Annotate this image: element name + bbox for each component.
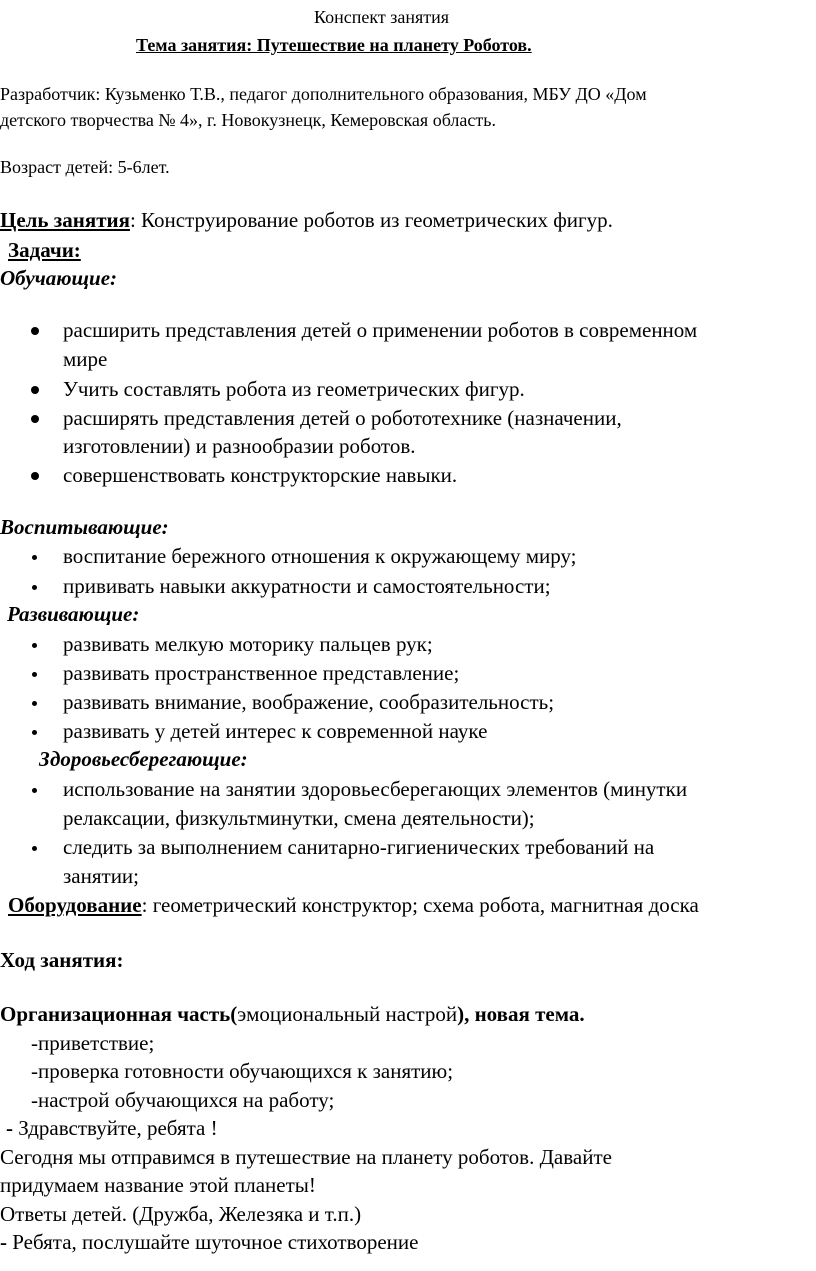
upbringing-item-1: воспитание бережного отношения к окружающему миру;: [63, 544, 577, 568]
org-part-new-topic: ), новая тема.: [457, 1002, 585, 1026]
children-answers: Ответы детей. (Дружба, Железяка и т.п.): [0, 1202, 362, 1226]
developing-item-1: развивать мелкую моторику пальцев рук;: [63, 632, 433, 656]
greeting-text: Здравствуйте, ребята !: [13, 1116, 218, 1140]
health-item-1-line-2: релаксации, физкультминутки, смена деятельности);: [63, 806, 535, 830]
health-item-2-line-2: занятии;: [63, 864, 140, 888]
goal-label: Цель занятия: [0, 208, 130, 232]
doc-type: Конспект занятия: [314, 7, 450, 27]
step-1: -приветствие;: [31, 1031, 155, 1055]
author-line-1: Разработчик: Кузьменко Т.В., педагог дополнительного образования, МБУ ДО «Дом: [0, 84, 647, 104]
health-item-2-line-1: следить за выполнением санитарно-гигиенических требований на: [63, 835, 655, 859]
teaching-heading: Обучающие:: [0, 266, 118, 290]
children-age: Возраст детей: 5-6лет.: [0, 157, 170, 177]
org-part-label: Организационная часть(: [0, 1002, 238, 1026]
org-part-mood: эмоциональный настрой: [237, 1002, 458, 1026]
bullet-icon: [31, 386, 39, 394]
upbringing-heading: Воспитывающие:: [0, 515, 169, 539]
goal-line: [0, 210, 613, 231]
teaching-item-1-line-2: мире: [63, 347, 108, 371]
bullet-icon: [31, 415, 39, 423]
poem-intro-dash: -: [0, 1230, 7, 1254]
bullet-icon: [32, 555, 37, 560]
bullet-icon: [32, 643, 37, 648]
step-3: -настрой обучающихся на работу;: [31, 1088, 335, 1112]
developing-item-3: развивать внимание, воображение, сообразительность;: [63, 690, 555, 714]
bullet-icon: [31, 327, 39, 335]
health-item-1-line-1: использование на занятии здоровьесберегающих элементов (минутки: [63, 777, 688, 801]
bullet-icon: [32, 701, 37, 706]
equipment-label: Оборудование: [8, 893, 142, 917]
bullet-icon: [32, 585, 37, 590]
developing-item-4: развивать у детей интерес к современной науке: [63, 719, 488, 743]
greeting-dash: -: [6, 1116, 13, 1140]
upbringing-item-2: прививать навыки аккуратности и самостоятельности;: [63, 574, 551, 598]
bullet-icon: [32, 672, 37, 677]
topic-title: Тема занятия: Путешествие на планету Роботов.: [136, 35, 532, 55]
course-heading: Ход занятия:: [0, 948, 124, 972]
greeting-line: [6, 1118, 218, 1139]
health-heading: Здоровьесберегающие:: [39, 747, 248, 771]
developing-item-2: развивать пространственное представление;: [63, 661, 460, 685]
equipment-line: [8, 895, 699, 916]
author-line-2: детского творчества № 4», г. Новокузнецк, Кемеровская область.: [0, 110, 496, 130]
developing-heading: Развивающие:: [7, 602, 140, 626]
paragraph-line-2: придумаем название этой планеты!: [0, 1173, 316, 1197]
bullet-icon: [32, 730, 37, 735]
teaching-item-2: Учить составлять робота из геометрических фигур.: [63, 377, 525, 401]
goal-text: : Конструирование роботов из геометрических фигур.: [129, 208, 613, 232]
step-2: -проверка готовности обучающихся к занятию;: [31, 1059, 454, 1083]
poem-intro-line: [0, 1232, 418, 1253]
equipment-text: : геометрический конструктор; схема робота, магнитная доска: [141, 893, 699, 917]
poem-intro-text: Ребята, послушайте шуточное стихотворение: [7, 1230, 419, 1254]
paragraph-line-1: Сегодня мы отправимся в путешествие на планету роботов. Давайте: [0, 1145, 612, 1169]
teaching-item-3-line-1: расширять представления детей о робототехнике (назначении,: [63, 406, 622, 430]
org-part-line: [0, 1004, 585, 1025]
bullet-icon: [32, 846, 37, 851]
tasks-label: Задачи:: [8, 238, 81, 262]
bullet-icon: [31, 472, 39, 480]
bullet-icon: [32, 788, 37, 793]
teaching-item-3-line-2: изготовлении) и разнообразии роботов.: [63, 434, 416, 458]
teaching-item-4: совершенствовать конструкторские навыки.: [63, 463, 458, 487]
teaching-item-1-line-1: расширить представления детей о применении роботов в современном: [63, 318, 698, 342]
